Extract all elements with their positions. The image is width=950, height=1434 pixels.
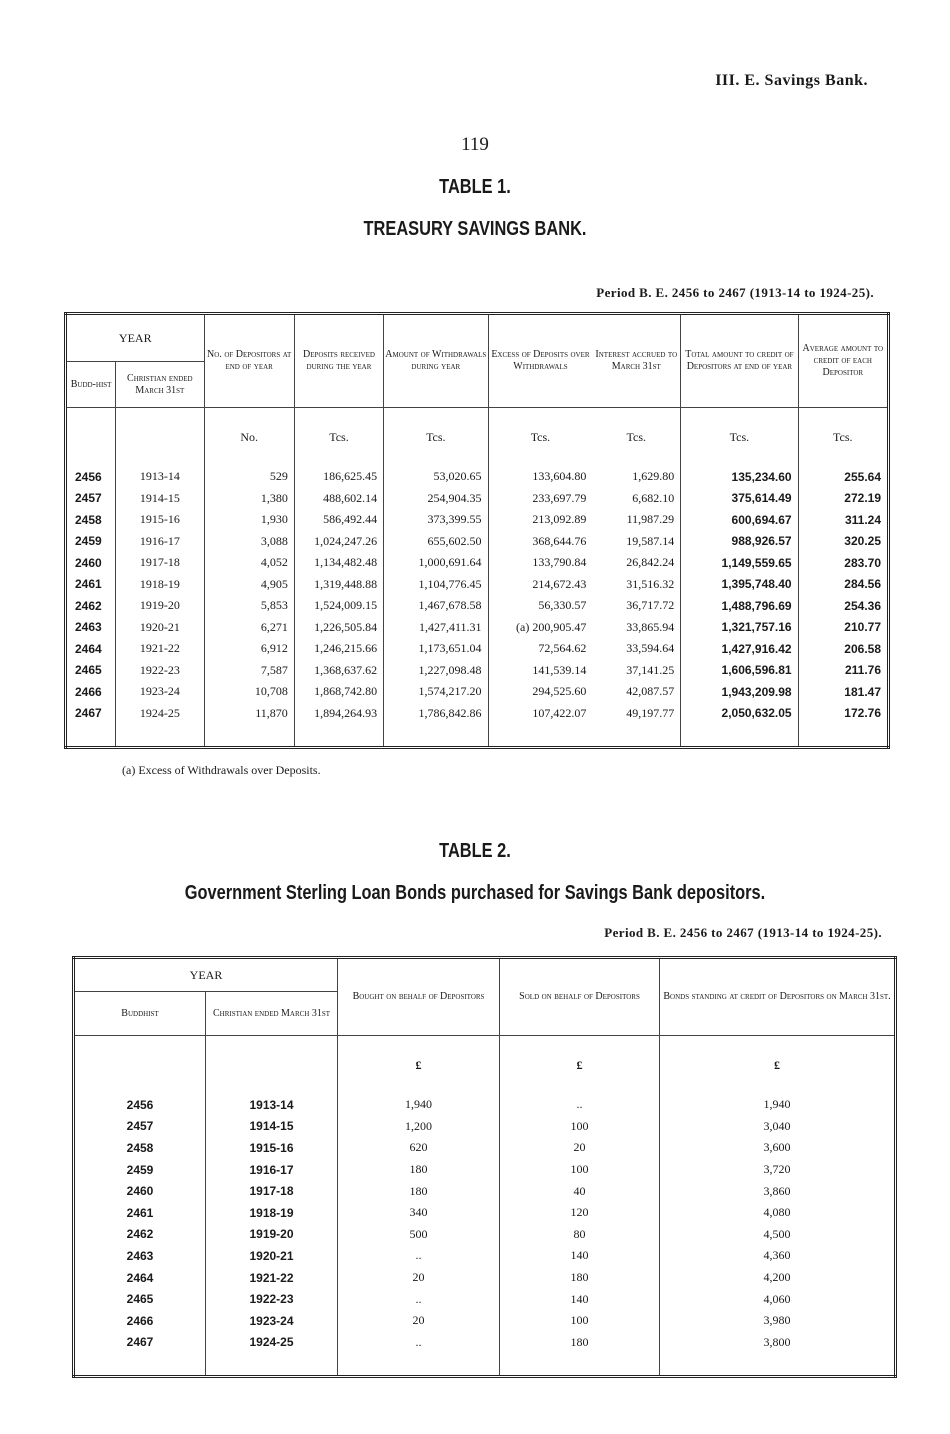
table-row [66, 660, 889, 682]
average-credit-cell: 210.77 [798, 617, 888, 639]
interest-value-cell: 6,682.10 [632, 490, 675, 505]
buddhist-year-cell: 2467 [75, 706, 102, 721]
excess-value-cell: 72,564.62 [488, 638, 592, 660]
average-credit-cell: 272.19 [798, 488, 888, 510]
bought-value-cell: 180 [338, 1159, 500, 1181]
total-credit-cell: 135,234.60 [681, 466, 798, 488]
units-row [74, 1036, 896, 1095]
buddhist-year-cell: 2457 [75, 491, 102, 506]
buddhist-year-cell: 2457 [126, 1119, 154, 1134]
christian-year-cell: 1920-21 [116, 617, 204, 639]
withdrawals-header: Amount of Withdrawals during year [384, 314, 488, 408]
withdrawals-value-cell: 1,227,098.48 [384, 660, 488, 682]
sold-value-cell: .. [500, 1094, 660, 1116]
bought-value-cell: 180 [338, 1180, 500, 1202]
standing-value-cell: 1,940 [660, 1094, 896, 1116]
interest-header: Interest accrued to March 31st [595, 349, 678, 372]
buddhist-year-cell: 2461 [126, 1205, 154, 1220]
deposits-value-cell: 1,524,009.15 [294, 595, 383, 617]
withdrawals-value-cell: 1,104,776.45 [384, 574, 488, 596]
unit-label: £ [500, 1036, 660, 1095]
depositors-count-cell: 6,912 [204, 638, 294, 660]
withdrawals-value-cell: 53,020.65 [384, 466, 488, 488]
interest-value-cell: 36,717.72 [626, 598, 675, 613]
unit-label: Tcs. [488, 408, 592, 467]
bought-value-cell: 20 [338, 1267, 500, 1289]
withdrawals-value-cell: 373,399.55 [384, 509, 488, 531]
christian-year-cell: 1913-14 [206, 1094, 338, 1116]
sold-value-cell: 100 [500, 1116, 660, 1138]
christian-year-cell: 1917-18 [116, 552, 204, 574]
excess-value-cell: 133,604.80 [488, 466, 592, 488]
buddhist-year-cell: 2465 [75, 663, 102, 678]
buddhist-year-cell: 2460 [126, 1184, 154, 1199]
table1-footnote: (a) Excess of Withdrawals over Deposits. [122, 763, 321, 777]
deposits-value-cell: 1,368,637.62 [294, 660, 383, 682]
excess-value-cell: 214,672.43 [488, 574, 592, 596]
sold-value-cell: 180 [500, 1332, 660, 1354]
table1-title: TABLE 1. [439, 176, 511, 198]
table-row [66, 552, 889, 574]
depositors-count-cell: 11,870 [204, 703, 294, 725]
sold-value-cell: 80 [500, 1224, 660, 1246]
excess-value-cell: 213,092.89 [488, 509, 592, 531]
buddhist-year-cell: 2466 [75, 684, 102, 699]
buddhist-year-cell: 2462 [75, 598, 102, 613]
excess-value-cell: 294,525.60 [488, 681, 592, 703]
depositors-count-cell: 6,271 [204, 617, 294, 639]
unit-label: Tcs. [384, 408, 488, 467]
total-credit-cell: 1,149,559.65 [681, 552, 798, 574]
total-credit-cell: 600,694.67 [681, 509, 798, 531]
withdrawals-value-cell: 1,786,842.86 [384, 703, 488, 725]
average-credit-cell: 211.76 [798, 660, 888, 682]
withdrawals-value-cell: 254,904.35 [384, 488, 488, 510]
christian-year-cell: 1923-24 [116, 681, 204, 703]
bought-value-cell: 620 [338, 1137, 500, 1159]
page-number: 119 [461, 134, 489, 155]
table-row [66, 638, 889, 660]
deposits-header: Deposits received during the year [294, 314, 383, 408]
excess-value-cell: 133,790.84 [488, 552, 592, 574]
average-credit-cell: 320.25 [798, 531, 888, 553]
standing-value-cell: 3,860 [660, 1180, 896, 1202]
christian-year-cell: 1921-22 [116, 638, 204, 660]
total-credit-cell: 1,606,596.81 [681, 660, 798, 682]
deposits-value-cell: 1,134,482.48 [294, 552, 383, 574]
depositors-count-cell: 3,088 [204, 531, 294, 553]
table-row [74, 1245, 896, 1267]
buddhist-year-cell: 2456 [75, 469, 102, 484]
depositors-count-cell: 529 [204, 466, 294, 488]
christian-header: Christian ended March 31st [116, 362, 204, 408]
bought-value-cell: .. [338, 1332, 500, 1354]
buddhist-year-cell: 2467 [126, 1335, 154, 1350]
table1-period: Period B. E. 2456 to 2467 (1913-14 to 1924-25). [596, 285, 874, 300]
average-credit-cell: 311.24 [798, 509, 888, 531]
standing-value-cell: 3,800 [660, 1332, 896, 1354]
year-header: YEAR [118, 331, 152, 345]
christian-year-cell: 1918-19 [206, 1202, 338, 1224]
buddhist-header: Budd-hist [66, 362, 116, 408]
deposits-value-cell: 488,602.14 [294, 488, 383, 510]
total-header: Total amount to credit of Depositors at end of year [681, 314, 798, 408]
excess-value-cell: (a) 200,905.47 [488, 617, 592, 639]
depositors-count-cell: 10,708 [204, 681, 294, 703]
deposits-value-cell: 1,319,448.88 [294, 574, 383, 596]
depositors-count-cell: 4,905 [204, 574, 294, 596]
unit-label: £ [660, 1036, 896, 1095]
sold-value-cell: 40 [500, 1180, 660, 1202]
excess-value-cell: 56,330.57 [488, 595, 592, 617]
standing-value-cell: 4,060 [660, 1288, 896, 1310]
christian-year-cell: 1924-25 [206, 1332, 338, 1354]
christian-year-cell: 1913-14 [116, 466, 204, 488]
withdrawals-value-cell: 1,467,678.58 [384, 595, 488, 617]
christian-year-cell: 1918-19 [116, 574, 204, 596]
buddhist-year-cell: 2463 [126, 1248, 154, 1263]
total-credit-cell: 988,926.57 [681, 531, 798, 553]
table-row [66, 595, 889, 617]
table-row [74, 1332, 896, 1354]
sterling-bonds-table [72, 956, 897, 1378]
sold-value-cell: 140 [500, 1288, 660, 1310]
buddhist-year-cell: 2458 [126, 1140, 154, 1155]
interest-value-cell: 11,987.29 [626, 512, 675, 527]
table-row [74, 1310, 896, 1332]
table-row [66, 617, 889, 639]
average-header: Average amount to credit of each Depositor [798, 314, 888, 408]
table-row [74, 1137, 896, 1159]
unit-label: Tcs. [294, 408, 383, 467]
sold-value-cell: 100 [500, 1310, 660, 1332]
average-credit-cell: 206.58 [798, 638, 888, 660]
interest-value-cell: 42,087.57 [626, 684, 675, 699]
christian-year-cell: 1919-20 [206, 1224, 338, 1246]
christian-year-cell: 1917-18 [206, 1180, 338, 1202]
deposits-value-cell: 1,246,215.66 [294, 638, 383, 660]
total-credit-cell: 2,050,632.05 [681, 703, 798, 725]
table-row [74, 1116, 896, 1138]
average-credit-cell: 255.64 [798, 466, 888, 488]
table1-subtitle: TREASURY SAVINGS BANK. [363, 218, 587, 240]
standing-value-cell: 3,720 [660, 1159, 896, 1181]
depositors-count-cell: 4,052 [204, 552, 294, 574]
buddhist-year-cell: 2466 [126, 1313, 154, 1328]
sold-value-cell: 140 [500, 1245, 660, 1267]
table2-title: TABLE 2. [439, 840, 511, 862]
interest-value-cell: 49,197.77 [626, 705, 675, 720]
bought-value-cell: .. [338, 1288, 500, 1310]
unit-label: Tcs. [681, 408, 798, 467]
average-credit-cell: 254.36 [798, 595, 888, 617]
christian-year-cell: 1915-16 [206, 1137, 338, 1159]
total-credit-cell: 1,321,757.16 [681, 617, 798, 639]
bought-value-cell: 20 [338, 1310, 500, 1332]
withdrawals-value-cell: 1,574,217.20 [384, 681, 488, 703]
depositors-count-cell: 1,930 [204, 509, 294, 531]
deposits-value-cell: 586,492.44 [294, 509, 383, 531]
depositors-count-cell: 1,380 [204, 488, 294, 510]
average-credit-cell: 172.76 [798, 703, 888, 725]
unit-label: Tcs. [592, 408, 680, 467]
buddhist-year-cell: 2461 [75, 577, 102, 592]
excess-value-cell: 233,697.79 [488, 488, 592, 510]
standing-value-cell: 4,360 [660, 1245, 896, 1267]
standing-value-cell: 4,080 [660, 1202, 896, 1224]
interest-value-cell: 1,629.80 [632, 469, 675, 484]
interest-value-cell: 31,516.32 [626, 576, 675, 591]
table-row [74, 1180, 896, 1202]
buddhist-year-cell: 2460 [75, 555, 102, 570]
deposits-value-cell: 1,868,742.80 [294, 681, 383, 703]
christian-year-cell: 1920-21 [206, 1245, 338, 1267]
section-heading: III. E. Savings Bank. [715, 72, 868, 89]
interest-value-cell: 37,141.25 [626, 662, 675, 677]
bought-value-cell: 1,940 [338, 1094, 500, 1116]
standing-value-cell: 3,040 [660, 1116, 896, 1138]
treasury-savings-table [64, 312, 890, 749]
christian-year-cell: 1915-16 [116, 509, 204, 531]
depositors-header: No. of Depositors at end of year [204, 314, 294, 408]
christian-year-cell: 1919-20 [116, 595, 204, 617]
withdrawals-value-cell: 1,000,691.64 [384, 552, 488, 574]
unit-label: No. [204, 408, 294, 467]
buddhist-year-cell: 2456 [126, 1097, 154, 1112]
table-row [74, 1224, 896, 1246]
interest-value-cell: 33,865.94 [626, 619, 675, 634]
standing-value-cell: 4,200 [660, 1267, 896, 1289]
christian-year-cell: 1921-22 [206, 1267, 338, 1289]
christian-year-cell: 1922-23 [206, 1288, 338, 1310]
average-credit-cell: 283.70 [798, 552, 888, 574]
table-row [66, 488, 889, 510]
total-credit-cell: 1,395,748.40 [681, 574, 798, 596]
table-row [74, 1288, 896, 1310]
interest-value-cell: 33,594.64 [626, 641, 675, 656]
buddhist-header: Buddhist [74, 992, 206, 1036]
buddhist-year-cell: 2465 [126, 1292, 154, 1307]
sold-value-cell: 20 [500, 1137, 660, 1159]
table-row [66, 574, 889, 596]
buddhist-year-cell: 2463 [75, 620, 102, 635]
christian-header: Christian ended March 31st [206, 992, 338, 1036]
total-credit-cell: 1,488,796.69 [681, 595, 798, 617]
sold-value-cell: 180 [500, 1267, 660, 1289]
table-row [74, 1159, 896, 1181]
units-row [66, 408, 889, 467]
buddhist-year-cell: 2459 [75, 534, 102, 549]
excess-value-cell: 368,644.76 [488, 531, 592, 553]
deposits-value-cell: 186,625.45 [294, 466, 383, 488]
bought-value-cell: 340 [338, 1202, 500, 1224]
standing-value-cell: 3,600 [660, 1137, 896, 1159]
interest-value-cell: 19,587.14 [626, 533, 675, 548]
buddhist-year-cell: 2464 [75, 641, 102, 656]
table-row [74, 1094, 896, 1116]
christian-year-cell: 1916-17 [116, 531, 204, 553]
year-header: YEAR [189, 968, 223, 982]
buddhist-year-cell: 2464 [126, 1270, 154, 1285]
table2-subtitle: Government Sterling Loan Bonds purchased for Savings Bank depositors. [184, 882, 766, 904]
table-row [66, 466, 889, 488]
bought-value-cell: 1,200 [338, 1116, 500, 1138]
table2-period: Period B. E. 2456 to 2467 (1913-14 to 1924-25). [604, 925, 882, 940]
interest-value-cell: 26,842.24 [626, 555, 675, 570]
average-credit-cell: 181.47 [798, 681, 888, 703]
standing-header: Bonds standing at credit of Depositors on March 31st. [660, 958, 896, 1036]
bought-value-cell: 500 [338, 1224, 500, 1246]
standing-value-cell: 4,500 [660, 1224, 896, 1246]
average-credit-cell: 284.56 [798, 574, 888, 596]
christian-year-cell: 1914-15 [116, 488, 204, 510]
deposits-value-cell: 1,894,264.93 [294, 703, 383, 725]
withdrawals-value-cell: 1,427,411.31 [384, 617, 488, 639]
sold-value-cell: 100 [500, 1159, 660, 1181]
depositors-count-cell: 7,587 [204, 660, 294, 682]
table-row [66, 509, 889, 531]
excess-value-cell: 141,539.14 [488, 660, 592, 682]
sold-value-cell: 120 [500, 1202, 660, 1224]
buddhist-year-cell: 2458 [75, 512, 102, 527]
depositors-count-cell: 5,853 [204, 595, 294, 617]
buddhist-year-cell: 2462 [126, 1227, 154, 1242]
excess-value-cell: 107,422.07 [488, 703, 592, 725]
bought-header: Bought on behalf of Depositors [338, 958, 500, 1036]
buddhist-year-cell: 2459 [126, 1162, 154, 1177]
total-credit-cell: 1,943,209.98 [681, 681, 798, 703]
table-row [66, 681, 889, 703]
christian-year-cell: 1916-17 [206, 1159, 338, 1181]
total-credit-cell: 375,614.49 [681, 488, 798, 510]
excess-header: Excess of Deposits over Withdrawals [488, 314, 592, 408]
standing-value-cell: 3,980 [660, 1310, 896, 1332]
unit-label: £ [338, 1036, 500, 1095]
table-row [74, 1202, 896, 1224]
table-row [66, 703, 889, 725]
christian-year-cell: 1914-15 [206, 1116, 338, 1138]
deposits-value-cell: 1,024,247.26 [294, 531, 383, 553]
christian-year-cell: 1924-25 [116, 703, 204, 725]
christian-year-cell: 1923-24 [206, 1310, 338, 1332]
sold-header: Sold on behalf of Depositors [500, 958, 660, 1036]
table-row [74, 1267, 896, 1289]
table-row [66, 531, 889, 553]
unit-label: Tcs. [798, 408, 888, 467]
withdrawals-value-cell: 655,602.50 [384, 531, 488, 553]
bought-value-cell: .. [338, 1245, 500, 1267]
withdrawals-value-cell: 1,173,651.04 [384, 638, 488, 660]
total-credit-cell: 1,427,916.42 [681, 638, 798, 660]
deposits-value-cell: 1,226,505.84 [294, 617, 383, 639]
christian-year-cell: 1922-23 [116, 660, 204, 682]
